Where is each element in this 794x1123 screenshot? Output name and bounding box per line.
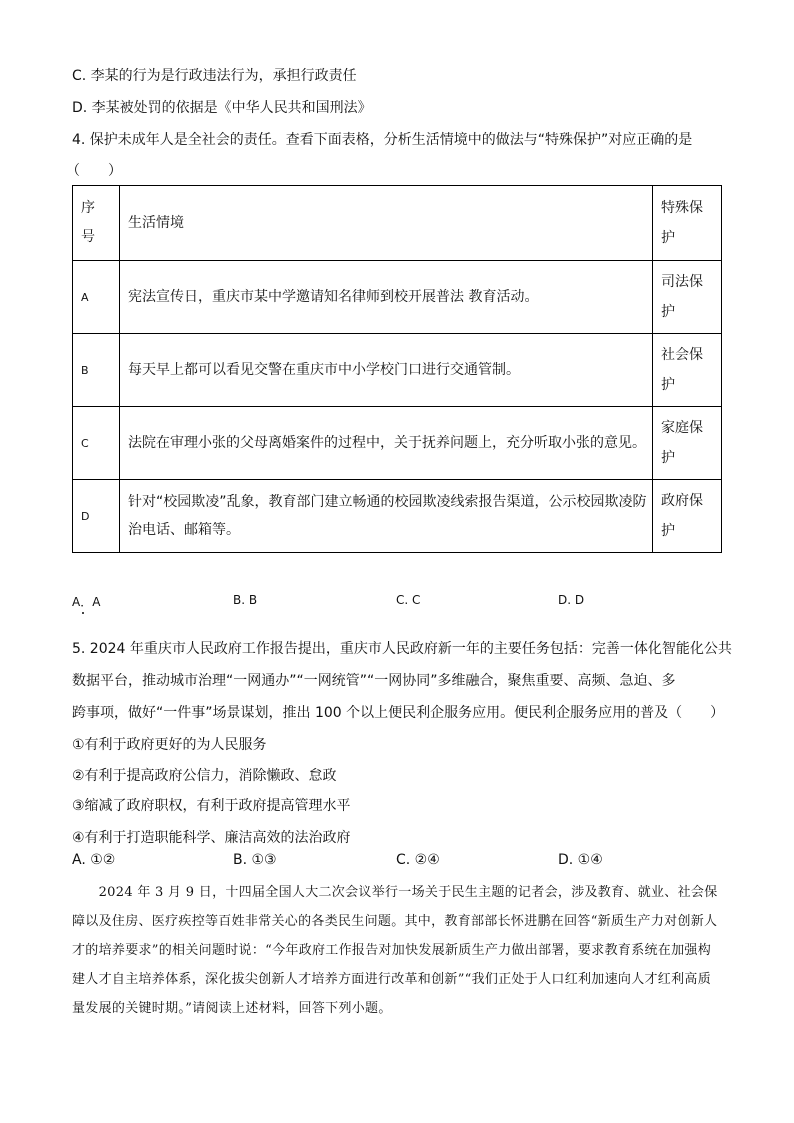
row-id: D — [73, 480, 120, 553]
row-protection: 政府保护 — [653, 480, 722, 553]
table-row — [73, 407, 722, 480]
q4-answer-paren: （ ） — [66, 163, 122, 179]
q4-option-d: D. D — [558, 593, 585, 607]
row-protection: 司法保护 — [653, 261, 722, 334]
row-id: B — [73, 334, 120, 407]
q5-stem-line-3: 跨事项，做好“一件事”场景谋划，推出 100 个以上便民利企服务应用。便民利企服务应用的普及（ ） — [72, 705, 725, 721]
q4-option-b: B. B — [233, 593, 258, 607]
row-id: C — [73, 407, 120, 480]
table-row — [73, 261, 722, 334]
row-id: A — [73, 261, 120, 334]
q4-option-a: A．A — [72, 595, 101, 609]
header-situation: 生活情境 — [120, 186, 653, 261]
q5-stem-line-1: 5. 2024 年重庆市人民政府工作报告提出，重庆市人民政府新一年的主要任务包括：完善一体化智能化公共 — [72, 641, 732, 657]
q5-statement-1: ①有利于政府更好的为人民服务 — [72, 737, 267, 753]
q5-option-c: C. ②④ — [396, 852, 440, 868]
q5-statement-2: ②有利于提高政府公信力，消除懒政、怠政 — [72, 768, 337, 784]
q4-stem: 4. 保护未成年人是全社会的责任。查看下面表格，分析生活情境中的做法与“特殊保护”对应正确的是 — [72, 132, 693, 148]
answer-dot-mark — [82, 612, 84, 614]
q3-option-d: D. 李某被处罚的依据是《中华人民共和国刑法》 — [72, 100, 372, 116]
table-row — [73, 480, 722, 553]
row-situation: 宪法宣传日，重庆市某中学邀请知名律师到校开展普法 教育活动。 — [120, 261, 653, 334]
reading-material: 2024 年 3 月 9 日，十四届全国人大二次会议举行一场关于民生主题的记者会，涉及教育、就业、社会保障以及住房、医疗疾控等百姓非常关心的各类民生问题。其中，教育部部长怀进鹏在回答“新质生产力对创新人才的培养要求”的相关问题时说：“今年政府工作报告对加快发展新质生产力做出部署，要求教育系统在加强构建人才自主培养体系，深化拔尖创新人才培养方面进行改革和创新”“我们正处于人口红利加速向人才红利高质量发展的关键时期。”请阅读上述材料，回答下列小题。 — [72, 885, 718, 1016]
header-index: 序号 — [73, 186, 120, 261]
row-protection: 社会保护 — [653, 334, 722, 407]
row-protection: 家庭保护 — [653, 407, 722, 480]
row-situation: 法院在审理小张的父母离婚案件的过程中，关于抚养问题上，充分听取小张的意见。 — [120, 407, 653, 480]
q5-option-d: D. ①④ — [558, 852, 603, 868]
table-row — [73, 334, 722, 407]
q3-option-c: C. 李某的行为是行政违法行为，承担行政责任 — [72, 68, 357, 84]
q5-option-a: A. ①② — [72, 852, 116, 868]
q5-statement-3: ③缩减了政府职权，有利于政府提高管理水平 — [72, 798, 351, 814]
q4-option-c: C. C — [396, 593, 421, 607]
q5-statement-4: ④有利于打造职能科学、廉洁高效的法治政府 — [72, 830, 351, 846]
q4-table — [72, 185, 722, 553]
table-header-row — [73, 186, 722, 261]
row-situation: 针对“校园欺凌”乱象，教育部门建立畅通的校园欺凌线索报告渠道，公示校园欺凌防治电话、邮箱等。 — [120, 480, 653, 553]
q5-option-b: B. ①③ — [233, 852, 277, 868]
q5-stem-line-2: 数据平台，推动城市治理“一网通办”“一网统管”“一网协同”多维融合，聚焦重要、高频、急迫、多 — [72, 673, 676, 689]
row-situation: 每天早上都可以看见交警在重庆市中小学校门口进行交通管制。 — [120, 334, 653, 407]
header-protection: 特殊保护 — [653, 186, 722, 261]
